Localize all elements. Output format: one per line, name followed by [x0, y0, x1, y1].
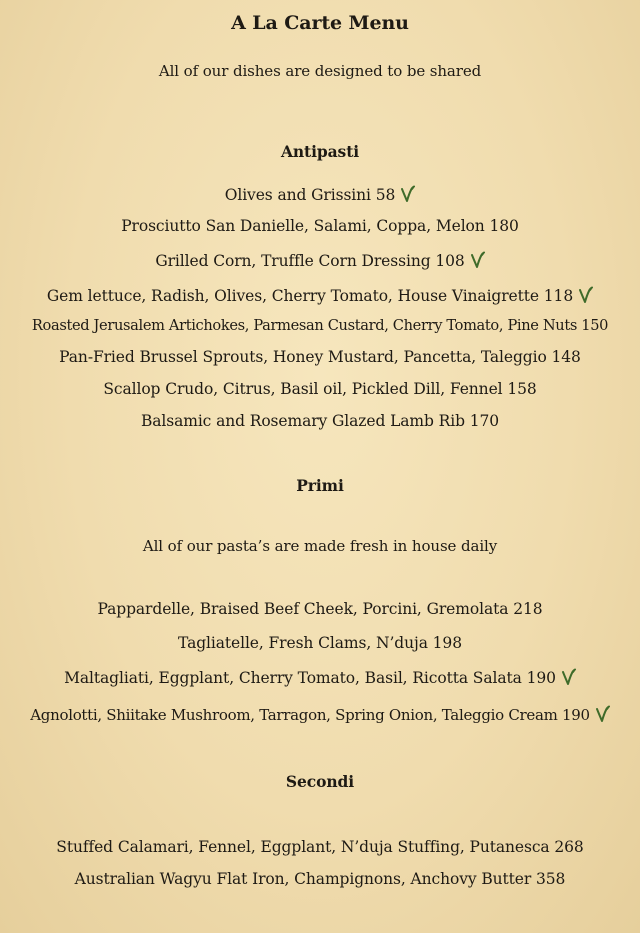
menu-item-name: Pappardelle, Braised Beef Cheek, Porcini, Gremolata [97, 600, 509, 618]
leaf-icon [596, 705, 610, 723]
menu-item-price: 118 [543, 287, 574, 305]
menu-item-name: Maltagliati, Eggplant, Cherry Tomato, Basil, Ricotta Salata [64, 669, 522, 687]
section-heading-primi: Primi [296, 476, 344, 495]
menu-item [0, 668, 640, 687]
menu-item-price: 158 [507, 380, 537, 398]
menu-item-name: Roasted Jerusalem Artichokes, Parmesan Custard, Cherry Tomato, Pine Nuts [31, 317, 577, 334]
menu-item [0, 634, 640, 652]
leaf-icon [562, 668, 576, 686]
menu-item [0, 870, 640, 888]
menu-title: A La Carte Menu [231, 12, 409, 34]
menu-item-price: 170 [469, 412, 500, 430]
menu-item-price: 180 [489, 217, 519, 235]
menu-item-name: Pan-Fried Brussel Sprouts, Honey Mustard, Pancetta, Taleggio [59, 348, 547, 366]
menu-item [0, 251, 640, 270]
menu-item-name: Grilled Corn, Truffle Corn Dressing [155, 252, 431, 270]
leaf-icon [471, 251, 485, 269]
menu-item-name: Prosciutto San Danielle, Salami, Coppa, Melon [121, 217, 485, 235]
leaf-icon [401, 185, 415, 203]
section-note-primi: All of our pasta’s are made fresh in house daily [142, 537, 498, 555]
menu-item [0, 348, 640, 366]
menu-item-price: 268 [554, 838, 584, 856]
menu-item-name: Balsamic and Rosemary Glazed Lamb Rib [140, 412, 465, 430]
menu-item-name: Tagliatelle, Fresh Clams, N’duja [178, 634, 428, 652]
menu-item [0, 317, 640, 334]
menu-item-name: Gem lettuce, Radish, Olives, Cherry Tomato, House Vinaigrette [46, 287, 539, 305]
menu-item-name: Stuffed Calamari, Fennel, Eggplant, N’duja Stuffing, Putanesca [56, 838, 550, 856]
menu-item [0, 217, 640, 235]
menu-item-price: 190 [526, 669, 556, 687]
menu-item-name: Australian Wagyu Flat Iron, Champignons, Anchovy Butter [74, 870, 532, 888]
menu-item-name: Olives and Grissini [224, 186, 371, 204]
menu-item [0, 600, 640, 618]
menu-item-price: 108 [435, 252, 465, 270]
menu-item [0, 185, 640, 204]
leaf-icon [579, 286, 593, 304]
menu-subtitle: All of our dishes are designed to be shared [158, 62, 482, 80]
menu-item-price: 58 [375, 186, 396, 204]
section-heading-antipasti: Antipasti [280, 142, 360, 161]
menu-item-price: 190 [562, 706, 590, 724]
menu-item-price: 218 [513, 600, 543, 618]
menu-item-name: Agnolotti, Shiitake Mushroom, Tarragon, Spring Onion, Taleggio Cream [30, 706, 558, 724]
menu-item [0, 705, 640, 724]
menu-item-price: 358 [536, 870, 566, 888]
menu-item-name: Scallop Crudo, Citrus, Basil oil, Pickled Dill, Fennel [103, 380, 503, 398]
menu-item-price: 150 [581, 317, 609, 334]
menu-item [0, 286, 640, 305]
section-heading-secondi: Secondi [285, 772, 355, 791]
menu-item-price: 148 [551, 348, 581, 366]
menu-item [0, 838, 640, 856]
menu-item-price: 198 [432, 634, 462, 652]
menu-item [0, 380, 640, 398]
menu-item [0, 412, 640, 430]
